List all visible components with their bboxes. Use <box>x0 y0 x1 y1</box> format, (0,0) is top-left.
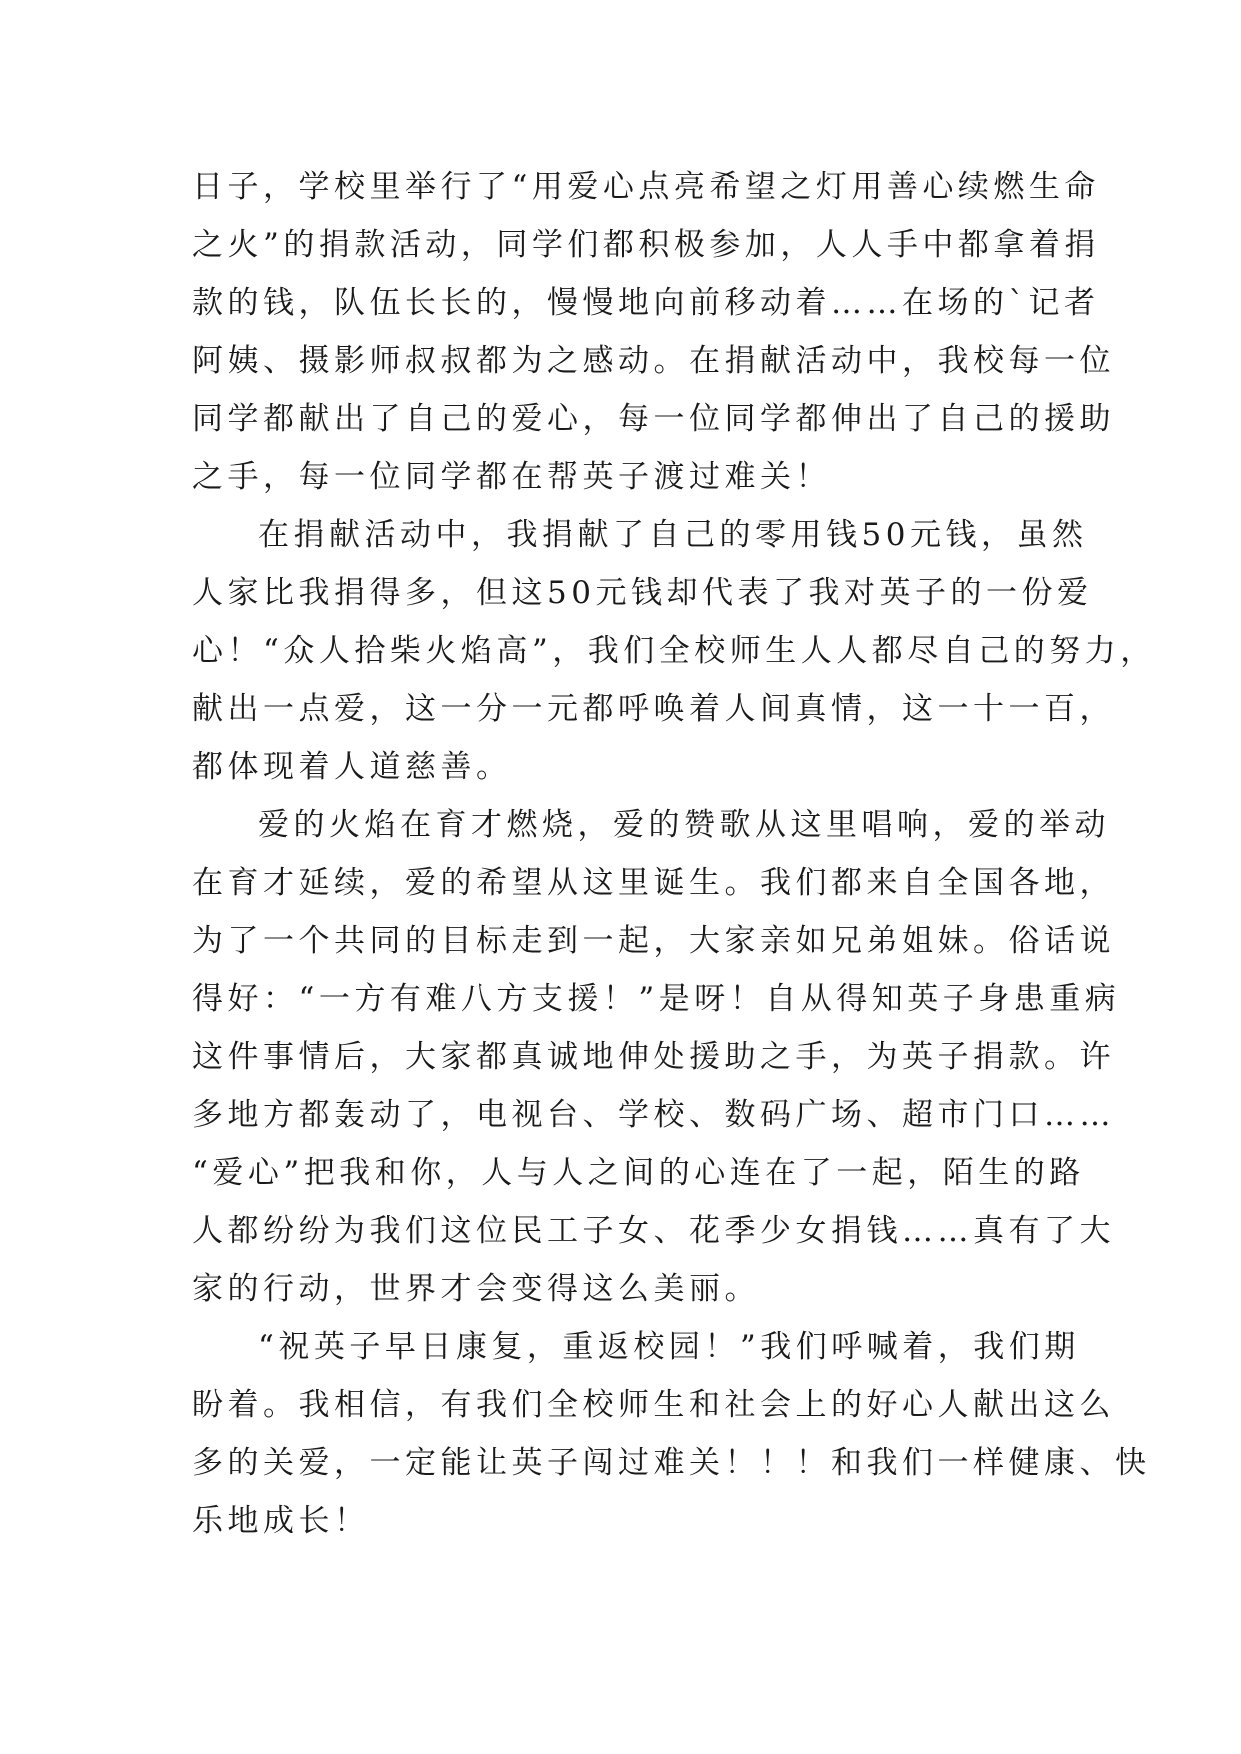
text-line-11: 都体现着人道慈善。 <box>192 749 512 785</box>
text-line-20: 家的行动，世界才会变得这么美丽。 <box>192 1271 760 1307</box>
text-line-18: “爱心”把我和你，人与人之间的心连在了一起，陌生的路 <box>192 1155 1085 1191</box>
text-line-2: 之火”的捐款活动，同学们都积极参加，人人手中都拿着捐 <box>192 227 1100 263</box>
text-line-3: 款的钱，队伍长长的，慢慢地向前移动着……在场的`记者 <box>192 285 1100 321</box>
text-line-24: 乐地成长！ <box>192 1503 370 1539</box>
text-line-17: 多地方都轰动了，电视台、学校、数码广场、超市门口…… <box>192 1097 1115 1133</box>
text-line-14: 为了一个共同的目标走到一起，大家亲如兄弟姐妹。俗话说 <box>192 923 1115 959</box>
paragraph-start-line: “祝英子早日康复，重返校园！”我们呼喊着，我们期 <box>258 1329 1080 1365</box>
text-line-16: 这件事情后，大家都真诚地伸处援助之手，为英子捐款。许 <box>192 1039 1115 1075</box>
text-line-5: 同学都献出了自己的爱心，每一位同学都伸出了自己的援助 <box>192 401 1115 437</box>
body-text <box>192 158 1156 1550</box>
text-line-9: 心！“众人拾柴火焰高”，我们全校师生人人都尽自己的努力， <box>192 633 1156 669</box>
text-line-8: 人家比我捐得多，但这50元钱却代表了我对英子的一份爱 <box>192 575 1093 611</box>
paragraph-start-line: 爱的火焰在育才燃烧，爱的赞歌从这里唱响，爱的举动 <box>258 807 1110 843</box>
text-line-22: 盼着。我相信，有我们全校师生和社会上的好心人献出这么 <box>192 1387 1115 1423</box>
text-line-19: 人都纷纷为我们这位民工子女、花季少女捐钱……真有了大 <box>192 1213 1115 1249</box>
paragraph-start-line: 在捐献活动中，我捐献了自己的零用钱50元钱，虽然 <box>258 517 1088 553</box>
text-line-15: 得好：“一方有难八方支援！”是呀！自从得知英子身患重病 <box>192 981 1121 1017</box>
text-line-23: 多的关爱，一定能让英子闯过难关！！！和我们一样健康、快 <box>192 1445 1151 1481</box>
text-line-10: 献出一点爱，这一分一元都呼唤着人间真情，这一十一百， <box>192 691 1115 727</box>
text-line-6: 之手，每一位同学都在帮英子渡过难关！ <box>192 459 831 495</box>
text-line-1: 日子，学校里举行了“用爱心点亮希望之灯用善心续燃生命 <box>192 169 1100 205</box>
text-line-13: 在育才延续，爱的希望从这里诞生。我们都来自全国各地， <box>192 865 1115 901</box>
text-line-4: 阿姨、摄影师叔叔都为之感动。在捐献活动中，我校每一位 <box>192 343 1115 379</box>
